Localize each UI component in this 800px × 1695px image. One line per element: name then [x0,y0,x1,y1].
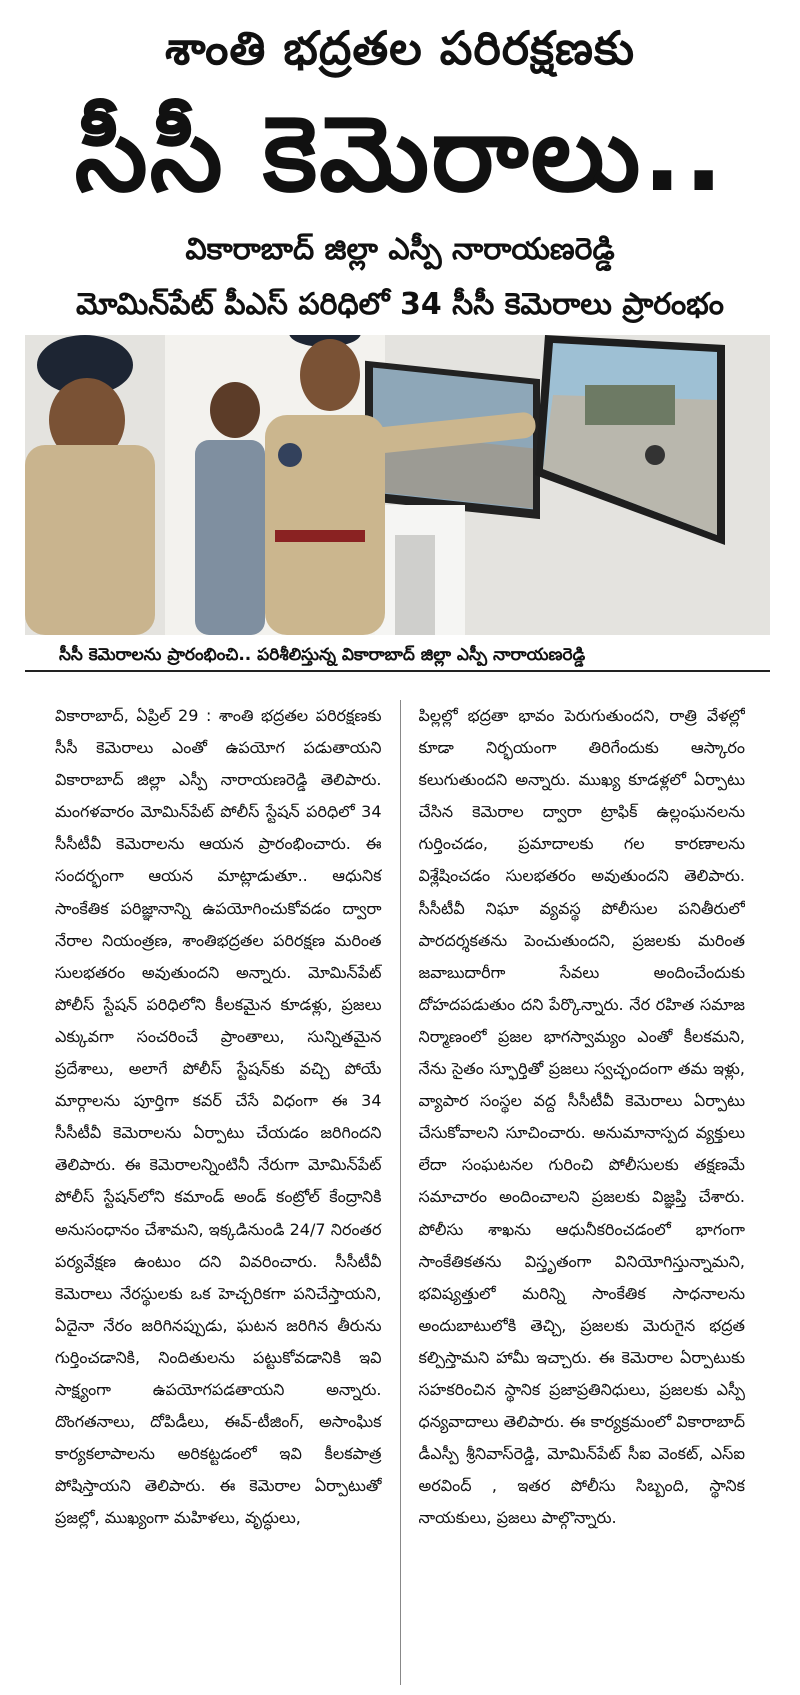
article-kicker: శాంతి భద్రతల పరిరక్షణకు [165,21,635,75]
news-photo [25,335,770,635]
article-headline: సీసీ కెమెరాలు.. [74,93,726,215]
photo-caption: సీసీ కెమెరాలను ప్రారంభించి.. పరిశీలిస్తున్న వికారాబాద్ జిల్లా ఎస్పీ నారాయణరెడ్డి [25,640,770,672]
article-column-2-text: పిల్లల్లో భద్రతా భావం పెరుగుతుందని, రాత్రి వేళల్లో కూడా నిర్భయంగా తిరిగేందుకు ఆస్కారం కలుగుతుందని అన్నారు. ముఖ్య కూడళ్లలో ఏర్పాటు చేసిన కెమెరాల ద్వారా ట్రాఫిక్ ఉల్లంఘనలను గుర్తించడం, ప్రమాదాలకు గల కారణాలను విశ్లేషించడం సులభతరం అవుతుందని తెలిపారు. సీసీటీవీ నిఘా వ్యవస్థ పోలీసుల పనితీరులో పారదర్శకతను పెంచుతుందని, ప్రజలకు మరింత జవాబుదారీగా సేవలు అందించేందుకు దోహదపడుతుం దని పేర్కొన్నారు. నేర రహిత సమాజ నిర్మాణంలో ప్రజల భాగస్వామ్యం ఎంతో కీలకమని, నేను సైతం స్ఫూర్తితో ప్రజలు స్వచ్ఛందంగా తమ ఇళ్లు, వ్యాపార సంస్థల వద్ద సీసీటీవీ కెమెరాలు ఏర్పాటు చేసుకోవాలని సూచించారు. అనుమానాస్పద వ్యక్తులు లేదా సంఘటనల గురించి పోలీసులకు తక్షణమే సమాచారం అందించాలని ప్రజలకు విజ్ఞప్తి చేశారు. పోలీసు శాఖను ఆధునీకరించడంలో భాగంగా సాంకేతికతను విస్తృతంగా వినియోగిస్తున్నామని, భవిష్యత్తులో మరిన్ని సాంకేతిక సాధనాలను అందుబాటులోకి తెచ్చి, ప్రజలకు మెరుగైన భద్రత కల్పిస్తామని హామీ ఇచ్చారు. ఈ కెమెరాల ఏర్పాటుకు సహకరించిన స్థానిక ప్రజాప్రతినిధులు, ప్రజలకు ఎస్పీ ధన్యవాదాలు తెలిపారు. ఈ కార్యక్రమంలో వికారాబాద్ డీఎస్పీ శ్రీనివాస్‌రెడ్డి, మోమిన్‌పేట్ సీఐ వెంకట్, ఎస్ఐ అరవింద్ , ఇతర పోలీసు సిబ్బంది, స్థానిక నాయకులు, ప్రజలు పాల్గొన్నారు. [418,706,745,1528]
article-subhead-name: వికారాబాద్ జిల్లా ఎస్పీ నారాయణరెడ్డి [185,232,615,267]
article-column-2 [419,700,746,1685]
article-subhead-event: మోమిన్‌పేట్ పీఎస్ పరిధిలో 34 సీసీ కెమెరాలు ప్రారంభం [76,287,724,322]
column-divider [400,700,401,1685]
article-body [55,700,745,1685]
article-column-1-text: వికారాబాద్, ఏప్రిల్ 29 : శాంతి భద్రతల పరిరక్షణకు సీసీ కెమెరాలు ఎంతో ఉపయోగ పడుతాయని వికారాబాద్ జిల్లా ఎస్పీ నారాయణరెడ్డి తెలిపారు. మంగళవారం మోమిన్‌పేట్ పోలీస్ స్టేషన్ పరిధిలో 34 సీసీటీవీ కెమెరాలను ఆయన ప్రారంభించారు. ఈ సందర్భంగా ఆయన మాట్లాడుతూ.. ఆధునిక సాంకేతిక పరిజ్ఞానాన్ని ఉపయోగించుకోవడం ద్వారా నేరాల నియంత్రణ, శాంతిభద్రతల పరిరక్షణ మరింత సులభతరం అవుతుందని అన్నారు. మోమిన్‌పేట్ పోలీస్ స్టేషన్ పరిధిలోని కీలకమైన కూడళ్లు, ప్రజలు ఎక్కువగా సంచరించే ప్రాంతాలు, సున్నితమైన ప్రదేశాలు, అలాగే పోలీస్ స్టేషన్‌కు వచ్చి పోయే మార్గాలను పూర్తిగా కవర్ చేసే విధంగా ఈ 34 సీసీటీవీ కెమెరాలను ఏర్పాటు చేయడం జరిగిందని తెలిపారు. ఈ కెమెరాలన్నింటినీ నేరుగా మోమిన్‌పేట్ పోలీస్ స్టేషన్‌లోని కమాండ్ అండ్ కంట్రోల్ కేంద్రానికి అనుసంధానం చేశామని, ఇక్కడినుండి 24/7 నిరంతర పర్యవేక్షణ ఉంటుం దని వివరించారు. సీసీటీవీ కెమెరాలు నేరస్థులకు ఒక హెచ్చరికగా పనిచేస్తాయని, ఏదైనా నేరం జరిగినప్పుడు, ఘటన జరిగిన తీరును గుర్తించడానికి, నిందితులను పట్టుకోవడానికి ఇవి సాక్ష్యంగా ఉపయోగపడతాయని అన్నారు. దొంగతనాలు, దోపిడీలు, ఈవ్-టీజింగ్, అసాంఘిక కార్యకలాపాలను అరికట్టడంలో ఇవి కీలకపాత్ర పోషిస్తాయని తెలిపారు. ఈ కెమెరాల ఏర్పాటుతో ప్రజల్లో, ముఖ్యంగా మహిళలు, వృద్ధులు, [55,706,382,1528]
article-column-1 [55,700,382,1685]
